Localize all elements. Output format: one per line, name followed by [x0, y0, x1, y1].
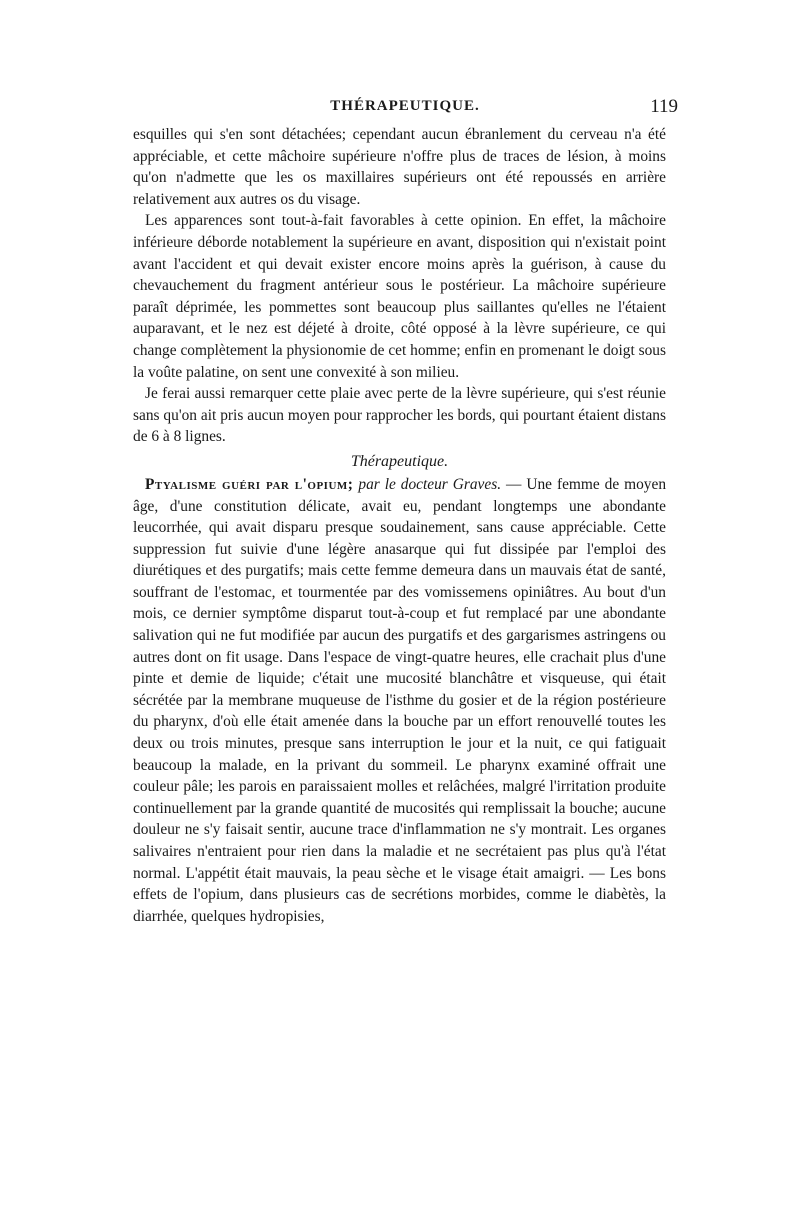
paragraph-wound-remark: Je ferai aussi remarquer cette plaie avec perte de la lèvre supérieure, qui s'est réunie sans qu'on ait pris aucun moyen pour rapprocher les bords, qui pourtant étaient distans de 6 à 8 lignes. [133, 385, 666, 446]
running-title: THÉRAPEUTIQUE. [330, 98, 480, 114]
body-text [133, 124, 666, 927]
page-number: 119 [650, 96, 678, 117]
section-heading: Thérapeutique. [350, 452, 449, 470]
paragraph-continuation: esquilles qui s'en sont détachées; cependant aucun ébranlement du cerveau n'a été appréciable, et cette mâchoire supérieure n'offre plus de traces de lésion, à moins qu'on n'admette que les os maxillaires supérieurs ont été repoussés en arrière relativement aux autres os du visage. [133, 126, 666, 208]
running-head [132, 98, 678, 124]
article-body: — Une femme de moyen âge, d'une constitution délicate, avait eu, pendant longtemps une abondante leucorrhée, qui avait disparu presque soudainement, sans cause appréciable. Cette suppression fut suivie d'une légère anasarque qui fut dissipée par l'emploi des diurétiques et des purgatifs; mais cette femme demeura dans un mauvais état de santé, souffrant de l'estomac, et tourmentée par des vomissemens opiniâtres. Au bout d'un mois, ce dernier symptôme disparut tout-à-coup et fut remplacé par une abondante salivation qui ne fut modifiée par aucun des purgatifs et des gargarismes astringens ou autres dont on fit usage. Dans l'espace de vingt-quatre heures, elle crachait plus d'une pinte et demie de liquide; c'était une mucosité blanchâtre et visqueuse, qui était sécrétée par la membrane muqueuse de l'isthme du gosier et de la région postérieure du pharynx, d'où elle était amenée dans la bouche par un effort renouvellé toutes les deux ou trois minutes, presque sans interruption le jour et la nuit, ce qui fatiguait beaucoup la malade, en la privant du sommeil. Le pharynx examiné offrait une couleur pâle; les parois en paraissaient molles et relâchées, malgré l'irritation produite continuellement par la grande quantité de mucosités qui remplissait la bouche; aucune douleur ne s'y faisait sentir, aucune trace d'inflammation ne s'y montrait. Les organes salivaires n'entraient pour rien dans la maladie et ne secrétaient pas plus qu'à l'état normal. L'appétit était mauvais, la peau sèche et le visage était amaigri. — Les bons effets de l'opium, dans plusieurs cas de secrétions morbides, comme le diabètès, la diarrhée, quelques hydropisies, [133, 475, 667, 925]
article-ptyalisme [133, 474, 666, 927]
article-title: Ptyalisme guéri par l'opium; [145, 475, 354, 493]
article-author: par le docteur Graves. [358, 475, 502, 493]
paragraph-appearances: Les apparences sont tout-à-fait favorables à cette opinion. En effet, la mâchoire inférieure déborde notablement la supérieure en avant, disposition qui n'existait point avant l'accident et qui devait exister encore moins après la guérison, à cause du chevauchement du fragment antérieur sous le postérieur. La mâchoire supérieure paraît déprimée, les pommettes sont beaucoup plus saillantes qu'elles ne l'étaient auparavant, et le nez est déjeté à droite, côté opposé à la lèvre supérieure, ce qui change complètement la physionomie de cet homme; enfin en promenant le doigt sous la voûte palatine, on sent une convexité à son milieu. [133, 212, 666, 381]
